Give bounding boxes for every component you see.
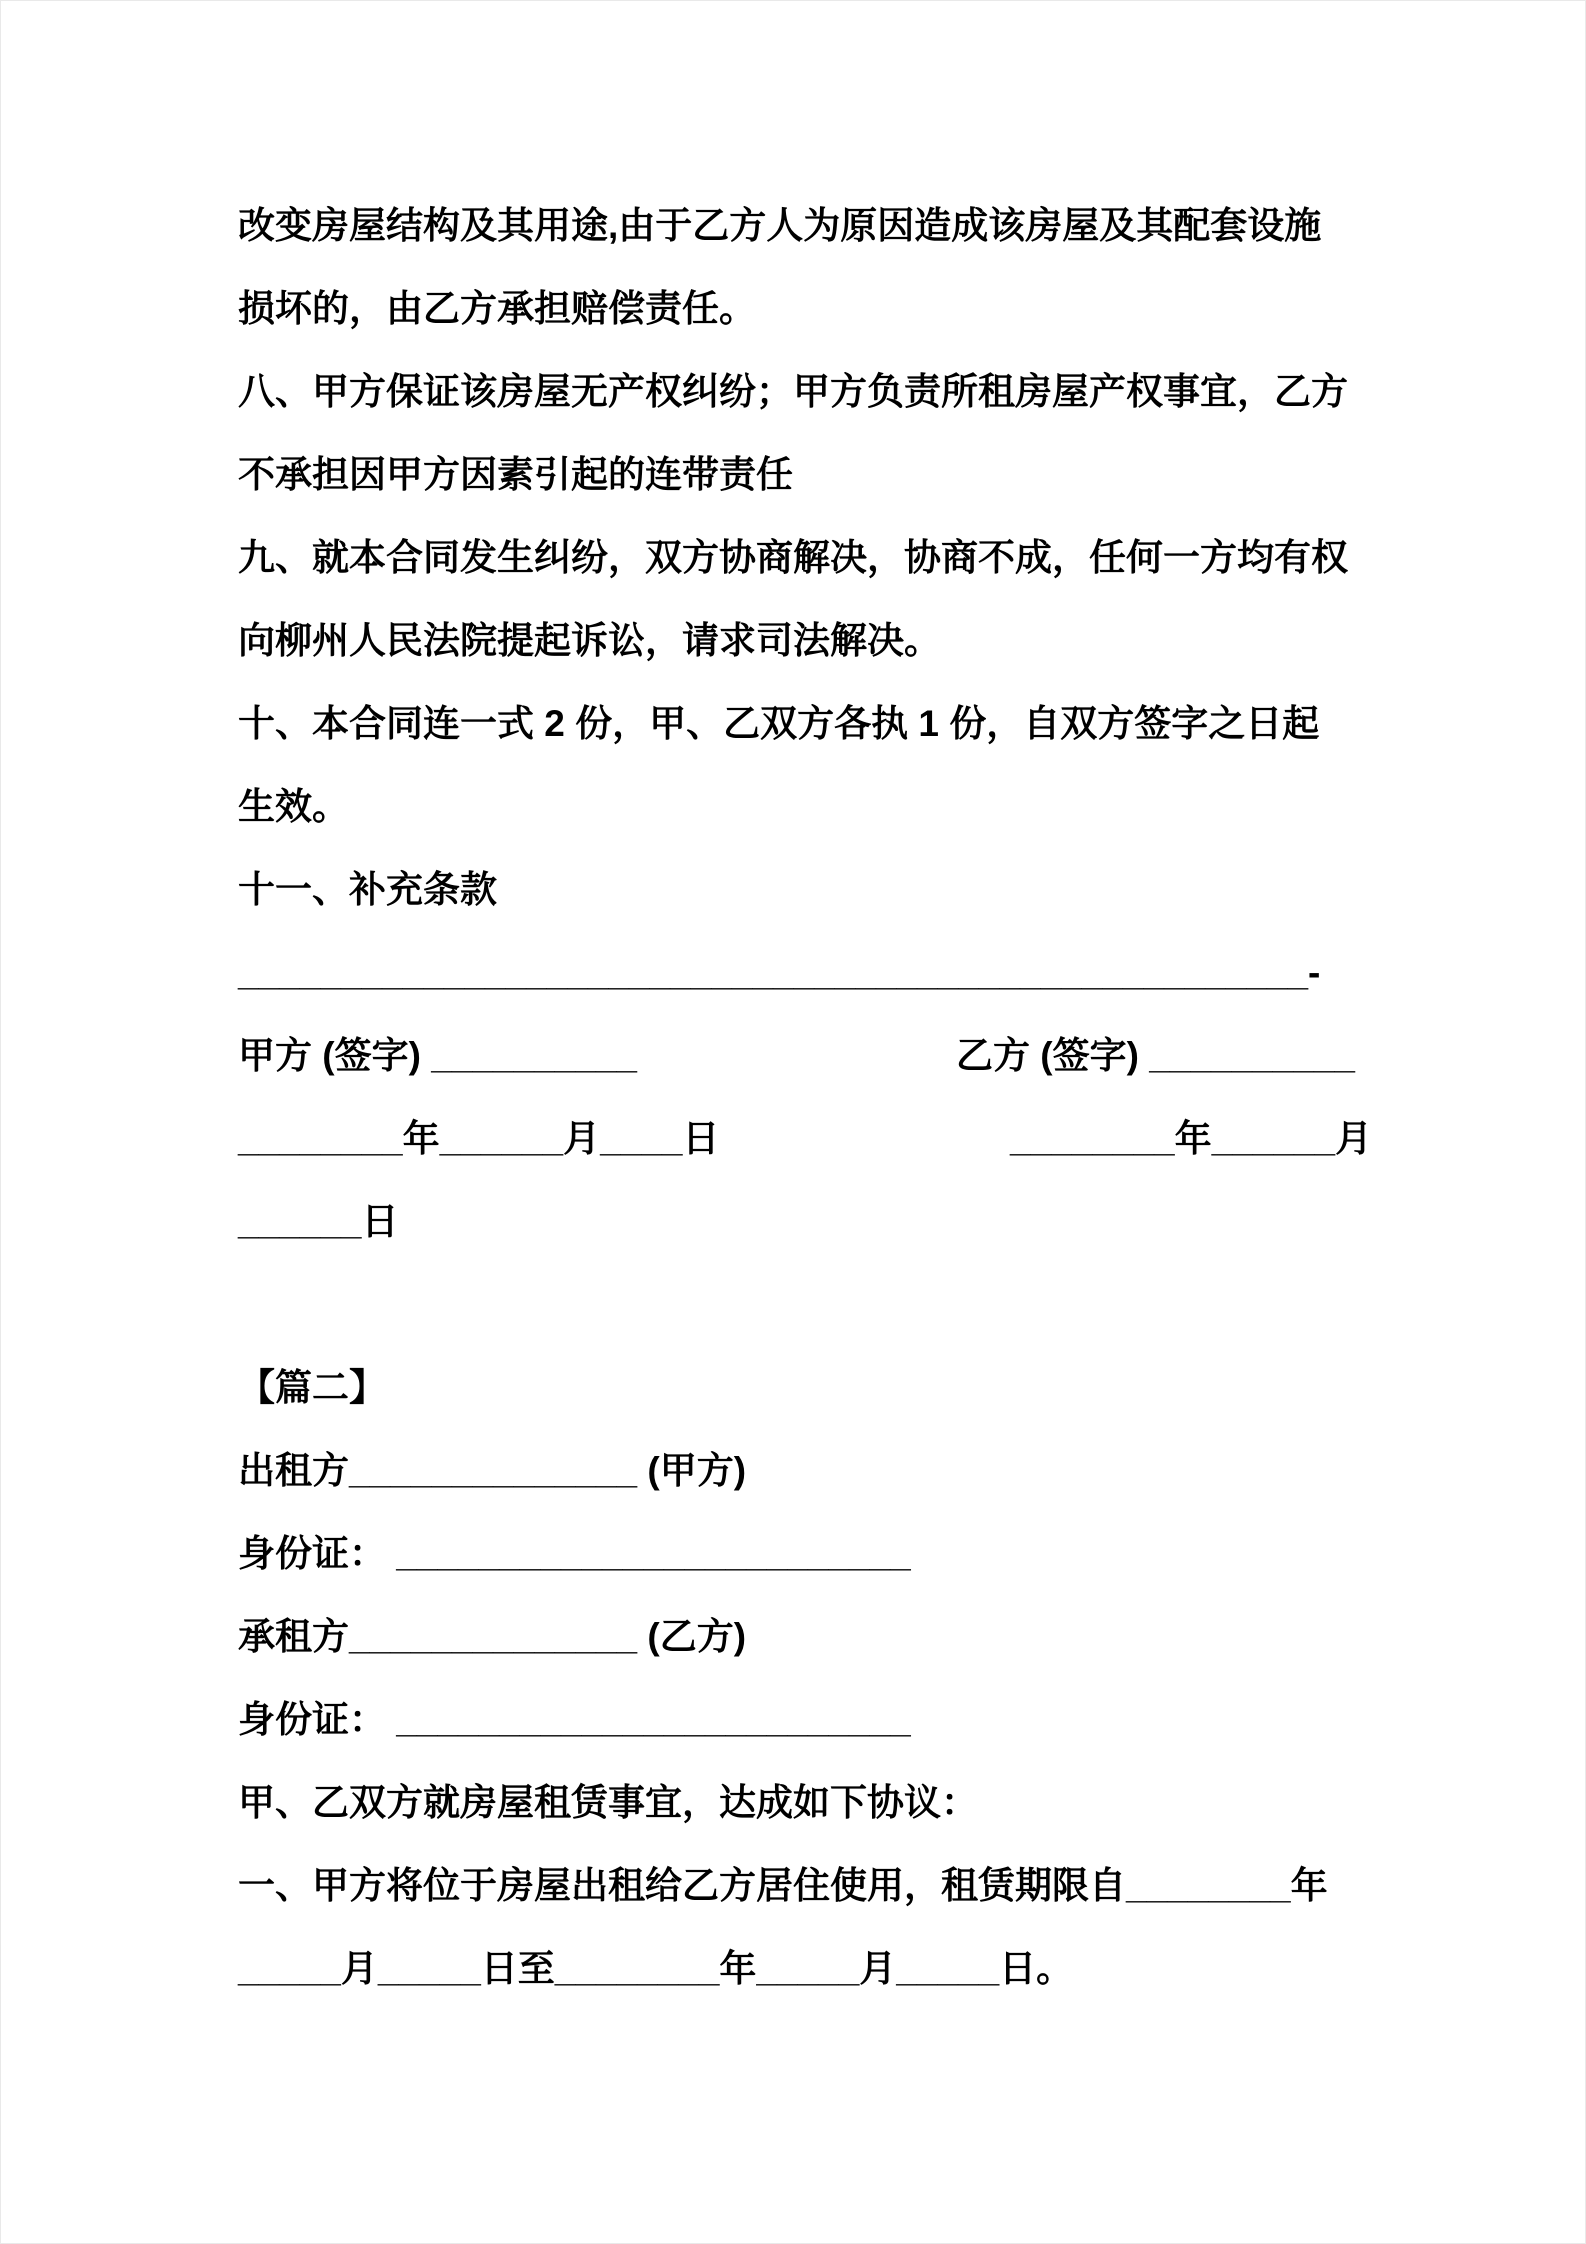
section2-clause-1-line-1: 一、甲方将位于房屋出租给乙方居住使用，租赁期限自________年 <box>238 1865 1328 1906</box>
signature-date-row <box>238 1097 1418 1180</box>
lessee-id-card-blank: 身份证： _________________________ <box>238 1699 911 1740</box>
clause-7-continuation-line-1: 改变房屋结构及其用途,由于乙方人为原因造成该房屋及其配套设施 <box>238 205 1322 246</box>
lessor-party-a-blank: 出租方______________ (甲方) <box>238 1450 747 1491</box>
section2-clause-1-line-2: _____月_____日至________年_____月_____日。 <box>238 1948 1074 1989</box>
clause-10-line-1: 十、本合同连一式 2 份，甲、乙双方各执 1 份，自双方签字之日起 <box>238 703 1320 744</box>
lessee-party-b-blank: 承租方______________ (乙方) <box>238 1616 747 1657</box>
clause-8-line-2: 不承担因甲方因素引起的连带责任 <box>238 454 793 495</box>
party-b-date-blank: ________年______月 <box>1010 1118 1373 1159</box>
clause-11-heading: 十一、补充条款 <box>238 869 497 910</box>
clause-10-line-2: 生效。 <box>238 786 349 827</box>
party-a-signature-blank: 甲方 (签字) __________ <box>238 1035 637 1076</box>
signature-row <box>238 1014 1418 1097</box>
party-b-signature-blank: 乙方 (签字) __________ <box>956 1035 1355 1076</box>
party-a-date-blank: ________年______月____日 <box>238 1118 720 1159</box>
party-a-date-day-blank: ______日 <box>238 1201 399 1242</box>
clause-8-line-1: 八、甲方保证该房屋无产权纠纷；甲方负责所租房屋产权事宜，乙方 <box>238 371 1348 412</box>
lessor-id-card-blank: 身份证： _________________________ <box>238 1533 911 1574</box>
clause-9-line-2: 向柳州人民法院提起诉讼，请求司法解决。 <box>238 620 941 661</box>
agreement-intro-line: 甲、乙双方就房屋租赁事宜，达成如下协议： <box>238 1782 978 1823</box>
clause-9-line-1: 九、就本合同发生纠纷，双方协商解决，协商不成，任何一方均有权 <box>238 537 1348 578</box>
section-2-heading: 【篇二】 <box>238 1367 386 1408</box>
blank-spacer-line <box>238 1263 1418 1346</box>
supplementary-terms-blank-line: ____________________________________________________- <box>238 952 1321 993</box>
clause-7-continuation-line-2: 损坏的，由乙方承担赔偿责任。 <box>238 288 756 329</box>
